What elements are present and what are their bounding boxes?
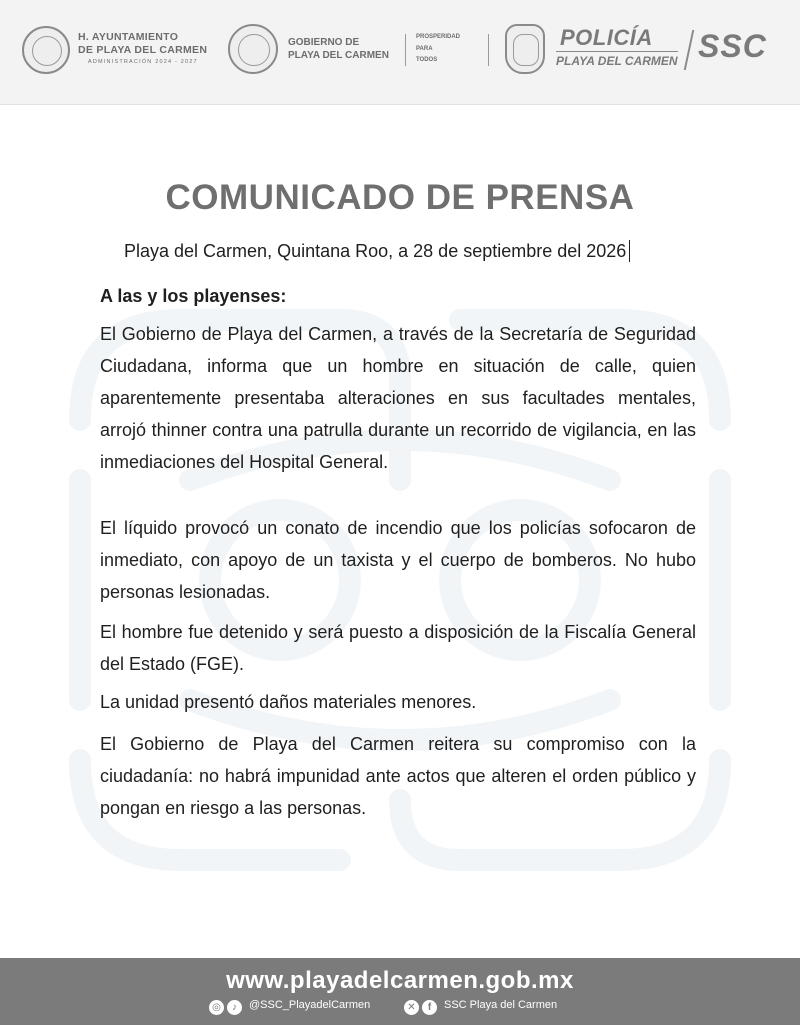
header-band xyxy=(0,0,800,105)
header-divider xyxy=(684,30,695,70)
ayuntamiento-seal-icon xyxy=(22,26,70,74)
policia-title: POLICÍA xyxy=(560,25,653,50)
paragraph: El hombre fue detenido y será puesto a disposición de la Fiscalía General del Estado (FGE). xyxy=(100,622,696,674)
header-divider xyxy=(488,34,489,66)
gobierno-title: GOBIERNO DE xyxy=(288,37,360,48)
facebook-icon[interactable]: f xyxy=(422,1000,437,1015)
paragraph: El líquido provocó un conato de incendio que los policías sofocaron de inmediato, con apoyo de un taxista y el cuerpo de bomberos. No hubo personas lesionadas. xyxy=(100,518,696,602)
prosperidad-line-3: TODOS xyxy=(416,57,438,63)
prosperidad-line-2: PARA xyxy=(416,46,433,52)
footer-handle-facebook[interactable]: SSC Playa del Carmen xyxy=(444,999,558,1011)
x-icon[interactable]: ✕ xyxy=(404,1000,419,1015)
footer-handle-instagram[interactable]: @SSC_PlayadelCarmen xyxy=(249,999,371,1011)
policia-badge-icon xyxy=(505,24,545,74)
gobierno-seal-icon xyxy=(228,24,278,74)
dateline: Playa del Carmen, Quintana Roo, a 28 de septiembre del 2026 xyxy=(124,240,630,262)
prosperidad-line-1: PROSPERIDAD xyxy=(416,34,461,40)
ayuntamiento-title: H. AYUNTAMIENTO xyxy=(78,31,179,43)
ayuntamiento-administracion: ADMINISTRACIÓN 2024 - 2027 xyxy=(88,59,198,65)
paragraph: El Gobierno de Playa del Carmen reitera su compromiso con la ciudadanía: no habrá impunidad ante actos que alteren el orden público y pongan en riesgo a las personas. xyxy=(100,734,696,818)
instagram-icon[interactable]: ◎ xyxy=(209,1000,224,1015)
greeting: A las y los playenses: xyxy=(100,286,287,306)
paragraph: El Gobierno de Playa del Carmen, a través de la Secretaría de Seguridad Ciudadana, informa que un hombre en situación de calle, quien aparentemente presentaba alteraciones en sus facultades mentales, arrojó thinner contra una patrulla durante un recorrido de vigilancia, en las inmediaciones del Hospital General. xyxy=(100,324,696,472)
header-divider xyxy=(405,34,406,66)
tiktok-icon[interactable]: ♪ xyxy=(227,1000,242,1015)
page-title: COMUNICADO DE PRENSA xyxy=(165,178,635,217)
paragraph: La unidad presentó daños materiales menores. xyxy=(100,692,477,712)
ayuntamiento-subtitle: DE PLAYA DEL CARMEN xyxy=(78,44,208,56)
ssc-logo: SSC xyxy=(698,28,767,64)
policia-subtitle: PLAYA DEL CARMEN xyxy=(556,51,678,68)
gobierno-subtitle: PLAYA DEL CARMEN xyxy=(288,50,389,61)
footer-website-link[interactable]: www.playadelcarmen.gob.mx xyxy=(226,967,574,994)
